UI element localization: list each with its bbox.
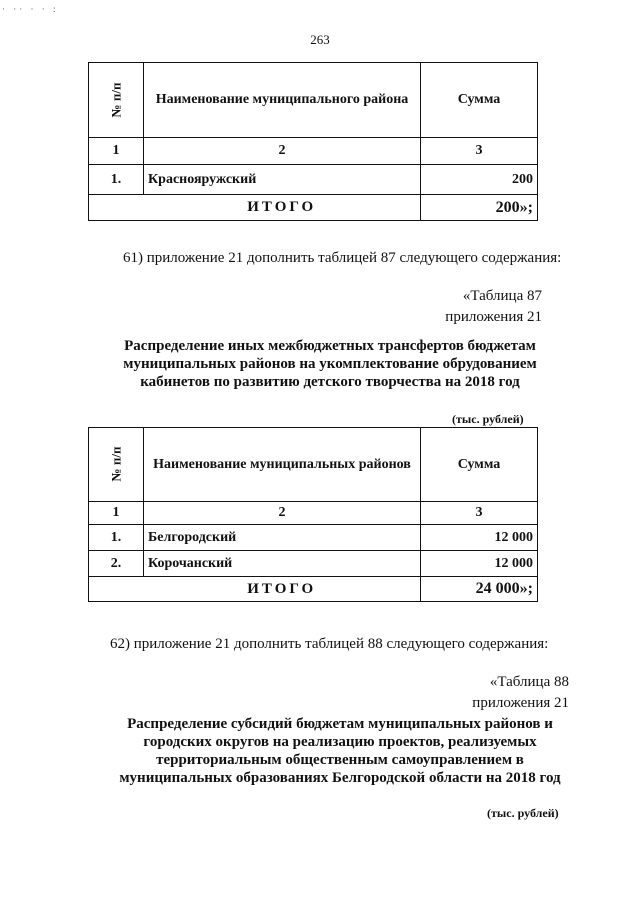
header-sum: Сумма: [421, 428, 538, 502]
header-sum: Сумма: [421, 63, 538, 138]
paragraph-61: 61) приложение 21 дополнить таблицей 87 следующего содержания:: [123, 250, 562, 266]
page-number: 263: [310, 32, 330, 47]
total-sum: 200»;: [421, 195, 538, 221]
table-row: [89, 551, 538, 577]
total-row: [89, 577, 538, 602]
table-87-unit: (тыс. рублей): [452, 412, 524, 426]
table-88-unit: (тыс. рублей): [487, 806, 559, 820]
header-name: Наименование муниципальных районов: [144, 428, 421, 502]
row-sum: 12 000: [421, 525, 538, 551]
row-sum: 12 000: [421, 551, 538, 577]
scan-mark: · ·· · · :: [2, 4, 59, 14]
header-num: № п/п: [89, 63, 144, 138]
table-2: [88, 427, 538, 602]
table-88-title: Распределение субсидий бюджетам муниципальных районов и городских округов на реализацию проектов, реализуемых территориальным общественным самоуправлением в муниципальных образованиях Белгородской области на 2018 год: [119, 716, 561, 786]
table-87-reference: «Таблица 87 приложения 21: [445, 288, 542, 325]
total-row: [89, 195, 538, 221]
index-cell: 1: [89, 138, 144, 165]
total-label: ИТОГО: [144, 195, 421, 221]
header-num: № п/п: [89, 428, 144, 502]
index-cell: 1: [89, 502, 144, 525]
row-name: Краснояружский: [144, 165, 421, 195]
table-row: [89, 165, 538, 195]
total-sum: 24 000»;: [421, 577, 538, 602]
index-cell: 2: [144, 138, 421, 165]
row-name: Корочанский: [144, 551, 421, 577]
index-cell: 2: [144, 502, 421, 525]
row-num: 1.: [89, 165, 144, 195]
table-88-reference: «Таблица 88 приложения 21: [472, 674, 569, 711]
paragraph-62: 62) приложение 21 дополнить таблицей 88 следующего содержания:: [110, 636, 549, 652]
table-1: [88, 62, 538, 221]
index-cell: 3: [421, 138, 538, 165]
row-num: 2.: [89, 551, 144, 577]
row-name: Белгородский: [144, 525, 421, 551]
header-name: Наименование муниципального района: [144, 63, 421, 138]
index-cell: 3: [421, 502, 538, 525]
table-87-title: Распределение иных межбюджетных трансфертов бюджетам муниципальных районов на укомплектование обрудованием кабинетов по развитию детского творчества на 2018 год: [123, 338, 537, 390]
row-num: 1.: [89, 525, 144, 551]
table-row: [89, 525, 538, 551]
row-sum: 200: [421, 165, 538, 195]
total-label: ИТОГО: [144, 577, 421, 602]
